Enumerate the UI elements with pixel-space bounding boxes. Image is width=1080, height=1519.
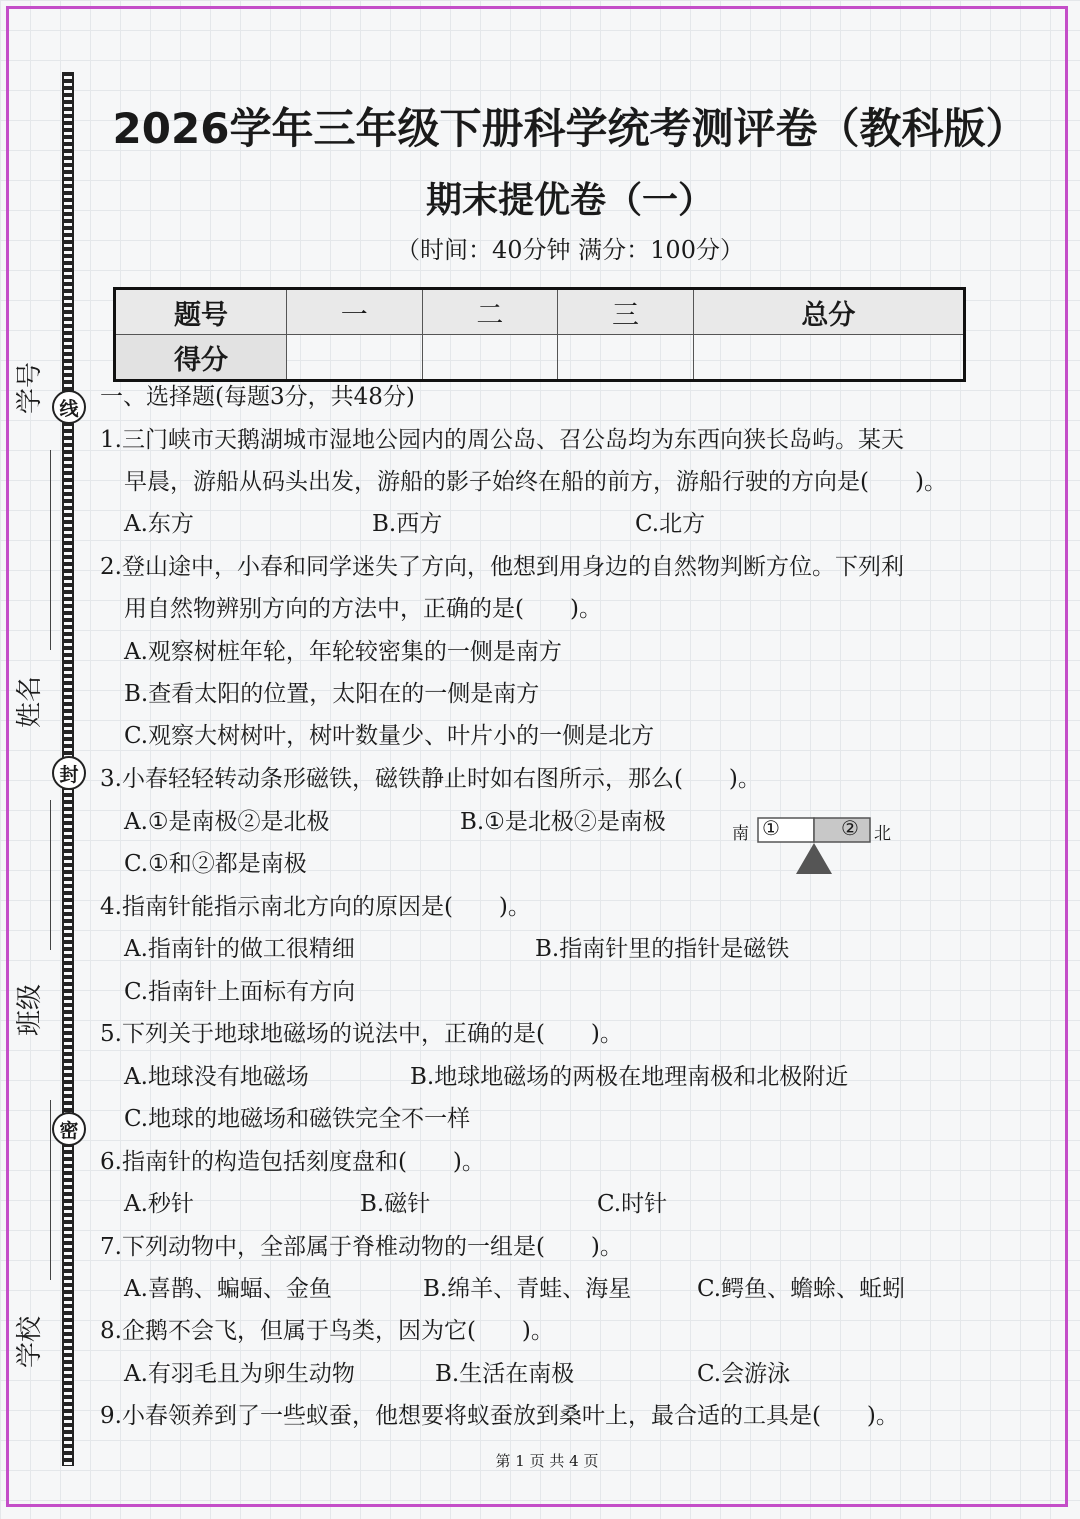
question-4-line-1: 4.指南针能指示南北方向的原因是( )。 bbox=[100, 894, 531, 920]
question-7-line-1: 7.下列动物中，全部属于脊椎动物的一组是( )。 bbox=[100, 1234, 623, 1260]
question-6-option-c[interactable]: C.时针 bbox=[597, 1191, 668, 1217]
question-7-option-c[interactable]: C.鳄鱼、蟾蜍、蚯蚓 bbox=[697, 1276, 906, 1302]
question-5-option-b[interactable]: B.地球地磁场的两极在地理南极和北极附近 bbox=[410, 1064, 849, 1090]
question-5-option-a[interactable]: A.地球没有地磁场 bbox=[124, 1064, 309, 1090]
question-4-option-a[interactable]: A.指南针的做工很精细 bbox=[124, 936, 355, 962]
time-info: （时间：40分钟 满分：100分） bbox=[396, 236, 744, 264]
score-cell-total[interactable] bbox=[693, 335, 964, 381]
question-8-option-c[interactable]: C.会游泳 bbox=[697, 1361, 791, 1387]
question-2-option-b[interactable]: B.查看太阳的位置，太阳在的一侧是南方 bbox=[124, 681, 540, 707]
question-6-option-a[interactable]: A.秒针 bbox=[124, 1191, 194, 1217]
question-7-option-b[interactable]: B.绵羊、青蛙、海星 bbox=[423, 1276, 632, 1302]
question-2-option-a[interactable]: A.观察树桩年轮，年轮较密集的一侧是南方 bbox=[124, 639, 562, 665]
question-3-option-b[interactable]: B.①是北极②是南极 bbox=[460, 809, 666, 835]
question-3-option-a[interactable]: A.①是南极②是北极 bbox=[124, 809, 330, 835]
question-9-line-1: 9.小春领养到了一些蚁蚕，他想要将蚁蚕放到桑叶上，最合适的工具是( )。 bbox=[100, 1403, 899, 1429]
question-6-option-b[interactable]: B.磁针 bbox=[360, 1191, 431, 1217]
question-6-line-1: 6.指南针的构造包括刻度盘和( )。 bbox=[100, 1149, 485, 1175]
question-2-option-c[interactable]: C.观察大树树叶，树叶数量少、叶片小的一侧是北方 bbox=[124, 723, 655, 749]
name-line bbox=[50, 800, 51, 950]
question-1-line-1: 1.三门峡市天鹅湖城市湿地公园内的周公岛、召公岛均为东西向狭长岛屿。某天 bbox=[100, 427, 904, 453]
question-5-line-1: 5.下列关于地球地磁场的说法中，正确的是( )。 bbox=[100, 1021, 623, 1047]
question-4-option-b[interactable]: B.指南针里的指针是磁铁 bbox=[535, 936, 790, 962]
exam-subtitle: 期末提优卷（一） bbox=[425, 180, 714, 221]
magnet-mark-2: ② bbox=[841, 816, 859, 840]
student-id-line bbox=[50, 450, 51, 650]
score-table bbox=[113, 287, 966, 382]
score-table-header-2: 二 bbox=[422, 289, 558, 335]
score-table-score-label: 得分 bbox=[115, 335, 287, 381]
binding-circle-feng: 封 bbox=[52, 756, 86, 790]
binding-circle-mi: 密 bbox=[52, 1112, 86, 1146]
magnet-pivot bbox=[796, 843, 832, 874]
question-3-line-1: 3.小春轻轻转动条形磁铁，磁铁静止时如右图所示，那么( )。 bbox=[100, 766, 761, 792]
page-footer: 第 1 页 共 4 页 bbox=[495, 1452, 599, 1470]
question-1-line-2: 早晨，游船从码头出发，游船的影子始终在船的前方，游船行驶的方向是( )。 bbox=[124, 469, 947, 495]
question-8-option-b[interactable]: B.生活在南极 bbox=[435, 1361, 575, 1387]
class-label: 班级 bbox=[15, 983, 45, 1036]
score-table-header-total: 总分 bbox=[693, 289, 964, 335]
question-7-option-a[interactable]: A.喜鹊、蝙蝠、金鱼 bbox=[124, 1276, 332, 1302]
question-5-option-c[interactable]: C.地球的地磁场和磁铁完全不一样 bbox=[124, 1106, 471, 1132]
question-8-option-a[interactable]: A.有羽毛且为卵生动物 bbox=[124, 1361, 355, 1387]
question-3-option-c[interactable]: C.①和②都是南极 bbox=[124, 851, 307, 877]
magnet-figure bbox=[728, 812, 898, 882]
score-cell-3[interactable] bbox=[558, 335, 694, 381]
question-1-option-a[interactable]: A.东方 bbox=[124, 511, 194, 537]
question-2-line-1: 2.登山途中，小春和同学迷失了方向，他想到用身边的自然物判断方位。下列利 bbox=[100, 554, 904, 580]
question-1-option-c[interactable]: C.北方 bbox=[635, 511, 706, 537]
exam-title: 2026学年三年级下册科学统考测评卷（教科版） bbox=[112, 104, 1028, 153]
magnet-figure-svg bbox=[728, 812, 898, 878]
binding-circle-xian: 线 bbox=[52, 390, 86, 424]
magnet-mark-1: ① bbox=[762, 816, 780, 840]
section-heading: 一、选择题(每题3分，共48分) bbox=[100, 384, 415, 410]
question-2-line-2: 用自然物辨别方向的方法中，正确的是( )。 bbox=[124, 596, 602, 622]
score-table-header-number: 题号 bbox=[115, 289, 287, 335]
score-cell-1[interactable] bbox=[287, 335, 423, 381]
question-4-option-c[interactable]: C.指南针上面标有方向 bbox=[124, 979, 356, 1005]
score-table-header-1: 一 bbox=[287, 289, 423, 335]
question-1-option-b[interactable]: B.西方 bbox=[372, 511, 443, 537]
student-id-label: 学号 bbox=[15, 361, 45, 414]
class-line bbox=[50, 1100, 51, 1280]
name-label: 姓名 bbox=[15, 675, 45, 728]
magnet-north-label: 北 bbox=[874, 824, 891, 844]
school-label: 学校 bbox=[15, 1315, 45, 1368]
score-table-header-3: 三 bbox=[558, 289, 694, 335]
score-cell-2[interactable] bbox=[422, 335, 558, 381]
magnet-south-label: 南 bbox=[732, 824, 749, 844]
question-8-line-1: 8.企鹅不会飞，但属于鸟类，因为它( )。 bbox=[100, 1318, 554, 1344]
